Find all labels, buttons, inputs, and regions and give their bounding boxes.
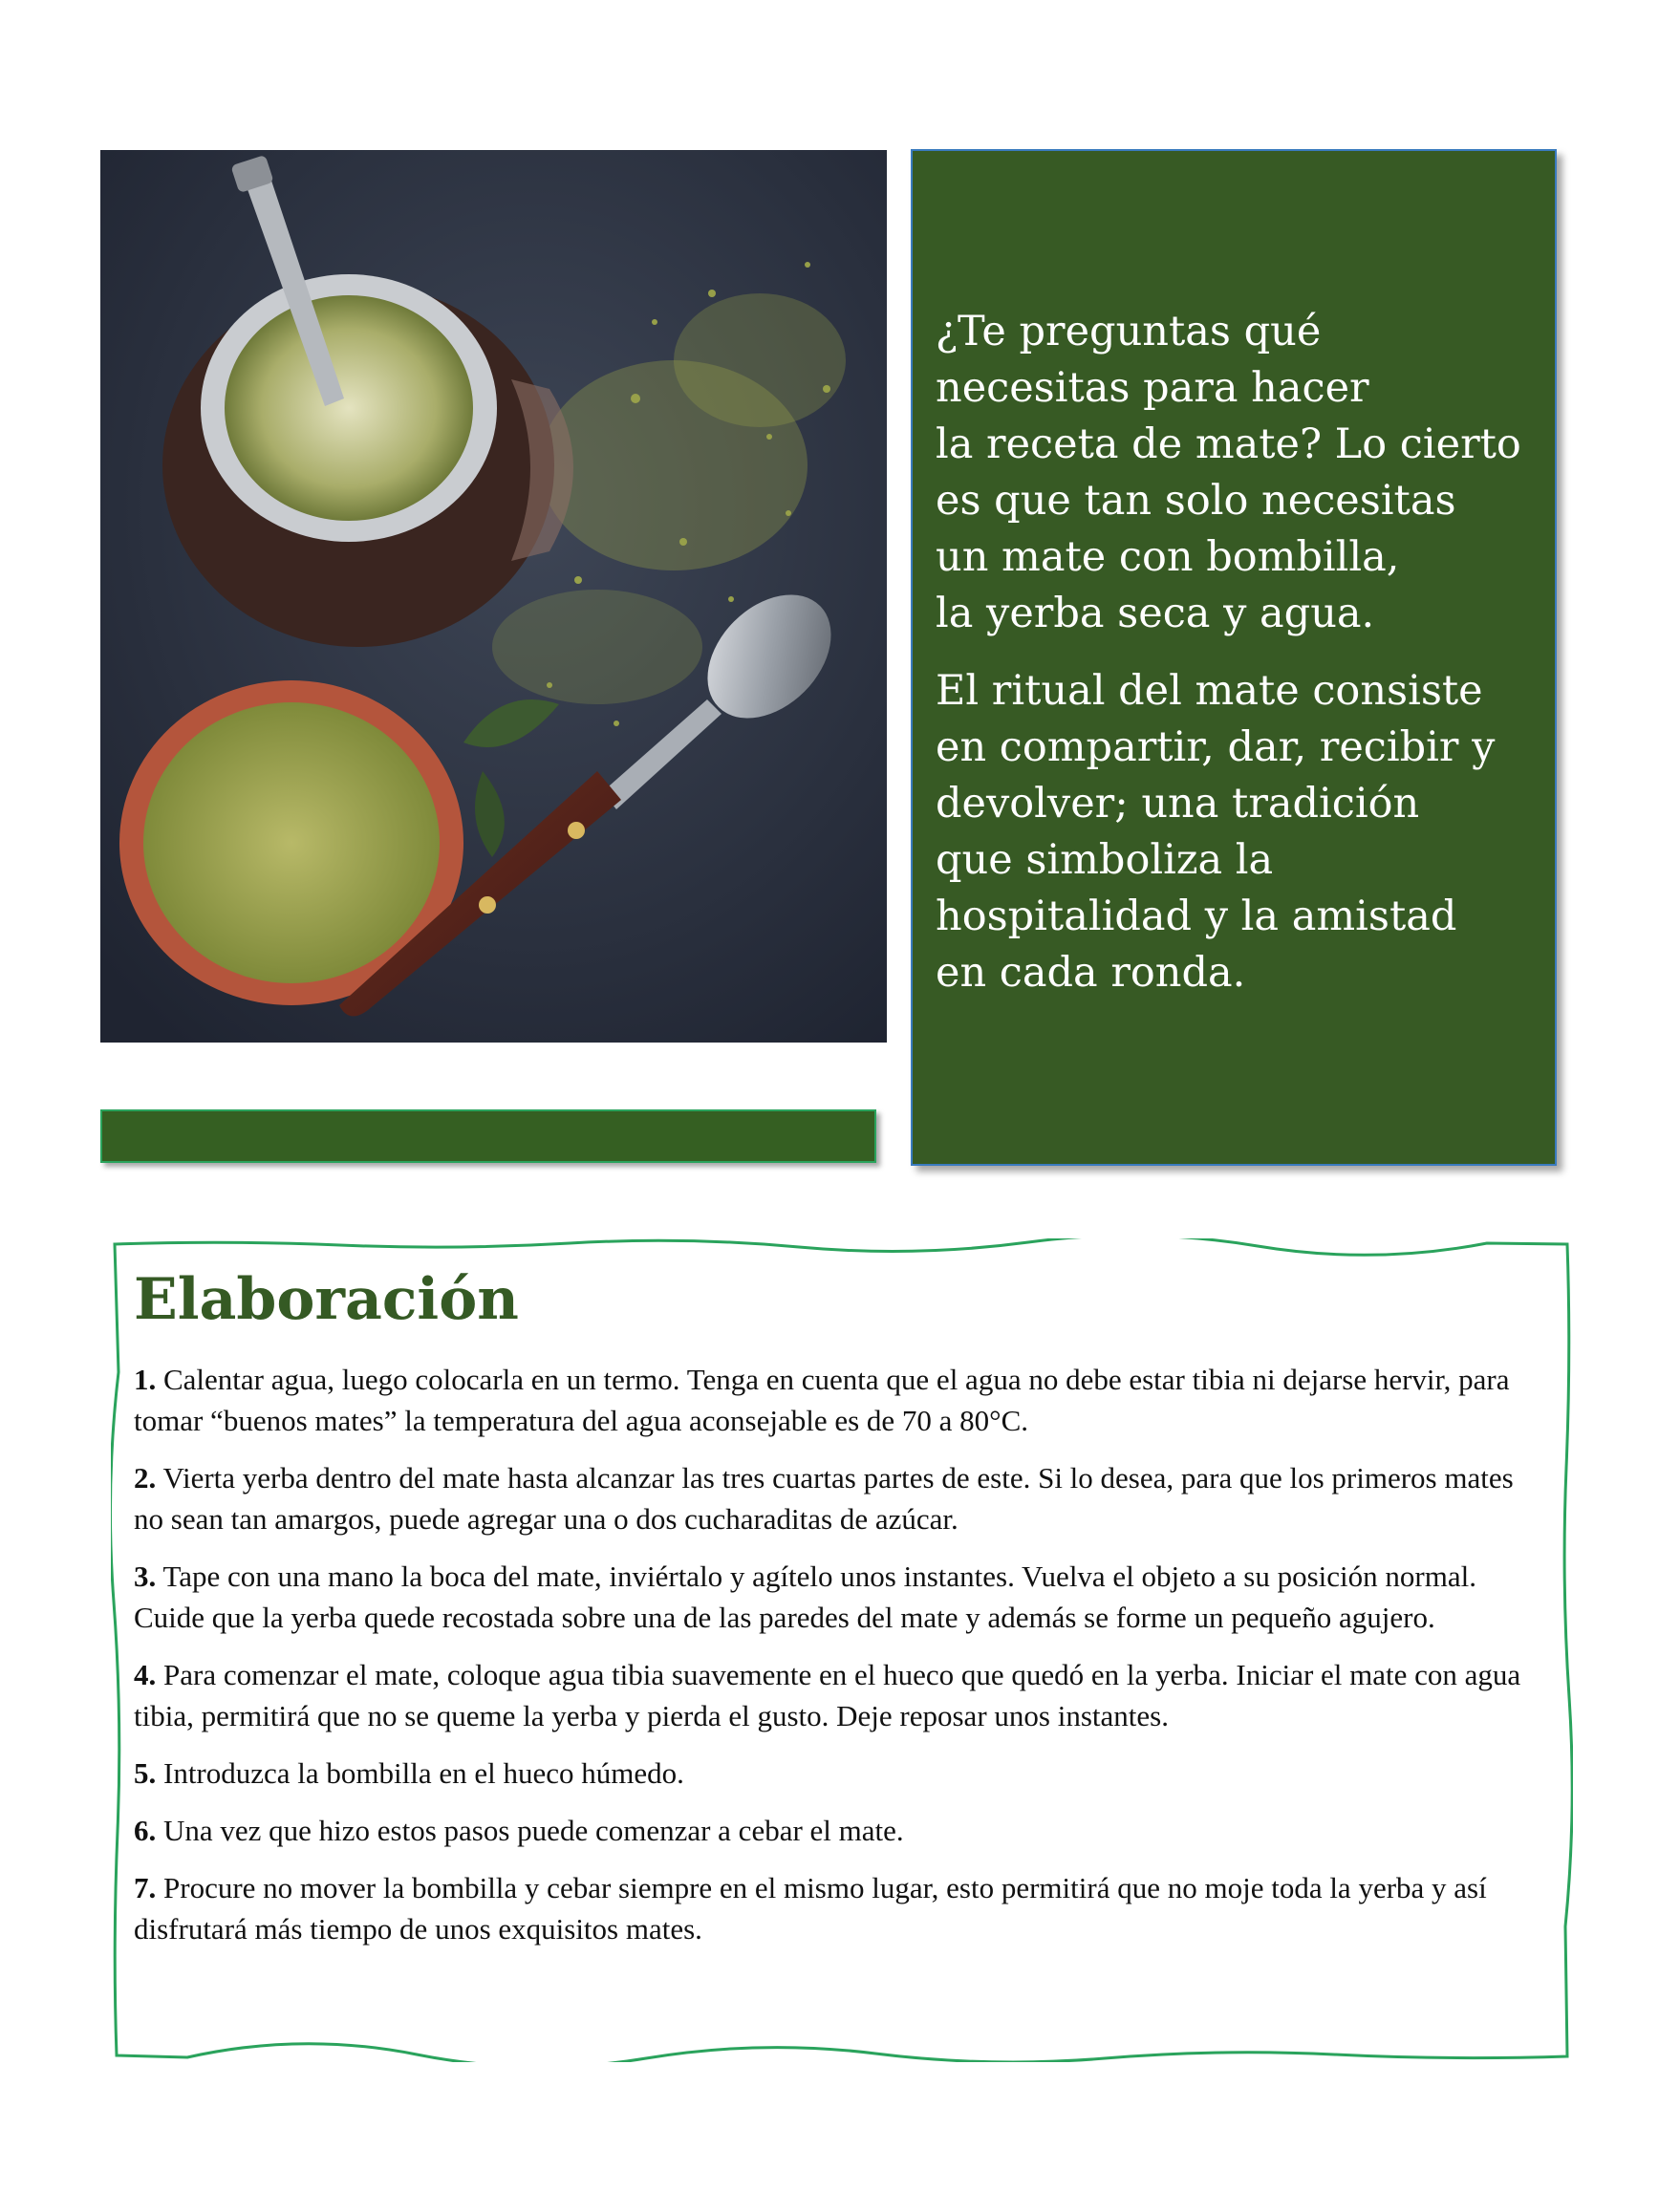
- step-item: [134, 1654, 1544, 1736]
- intro-line: en compartir, dar, recibir y: [936, 723, 1496, 771]
- elaboracion-content: [134, 1261, 1544, 1966]
- intro-line: en cada ronda.: [936, 949, 1246, 997]
- intro-line: necesitas para hacer: [936, 364, 1369, 412]
- mate-gourd-image: [100, 150, 887, 1043]
- intro-line: un mate con bombilla,: [936, 533, 1400, 581]
- step-text: Introduzca la bombilla en el hueco húmedo.: [163, 1756, 684, 1790]
- step-text: Calentar agua, luego colocarla en un termo. Tenga en cuenta que el agua no debe estar tibia ni dejarse hervir, para tomar “buenos mates” la temperatura del agua aconsejable es de 70 a 80°C.: [134, 1363, 1510, 1437]
- step-number: 4.: [134, 1658, 157, 1691]
- step-item: [134, 1359, 1544, 1441]
- step-text: Tape con una mano la boca del mate, inviértalo y agítelo unos instantes. Vuelva el objeto a su posición normal. Cuide que la yerba quede recostada sobre una de las paredes del mate y además se forme un pequeño agujero.: [134, 1559, 1476, 1634]
- step-number: 1.: [134, 1363, 157, 1396]
- step-item: [134, 1810, 1544, 1851]
- step-number: 5.: [134, 1756, 157, 1790]
- section-title: Elaboración: [134, 1266, 519, 1333]
- intro-line: hospitalidad y la amistad: [936, 893, 1457, 940]
- step-text: Una vez que hizo estos pasos puede comenzar a cebar el mate.: [163, 1814, 904, 1847]
- intro-paragraph-2: [936, 663, 1536, 1001]
- intro-line: que simboliza la: [936, 836, 1274, 884]
- step-item: [134, 1753, 1544, 1794]
- intro-line: la yerba seca y agua.: [936, 590, 1375, 637]
- intro-paragraph-1: [936, 304, 1536, 642]
- decorative-green-bar: [100, 1109, 876, 1163]
- step-number: 7.: [134, 1871, 157, 1904]
- step-number: 2.: [134, 1461, 157, 1495]
- intro-text-box: [911, 149, 1557, 1166]
- step-text: Vierta yerba dentro del mate hasta alcanzar las tres cuartas partes de este. Si lo desea, para que los primeros mates no sean tan amargos, puede agregar una o dos cucharaditas de azúcar.: [134, 1461, 1514, 1536]
- step-text: Procure no mover la bombilla y cebar siempre en el mismo lugar, esto permitirá que no moje toda la yerba y así disfrutará más tiempo de unos exquisitos mates.: [134, 1871, 1487, 1946]
- intro-line: es que tan solo necesitas: [936, 477, 1456, 525]
- step-item: [134, 1457, 1544, 1539]
- step-number: 3.: [134, 1559, 157, 1593]
- intro-line: El ritual del mate consiste: [936, 667, 1483, 715]
- step-item: [134, 1867, 1544, 1949]
- intro-line: ¿Te preguntas qué: [936, 308, 1322, 355]
- mate-photo: [100, 150, 887, 1043]
- step-number: 6.: [134, 1814, 157, 1847]
- step-text: Para comenzar el mate, coloque agua tibia suavemente en el hueco que quedó en la yerba. Iniciar el mate con agua tibia, permitirá que no se queme la yerba y pierda el gusto. Deje reposar unos instantes.: [134, 1658, 1521, 1732]
- elaboracion-section: [111, 1238, 1573, 2062]
- intro-line: devolver; una tradición: [936, 780, 1420, 828]
- step-item: [134, 1556, 1544, 1638]
- intro-line: la receta de mate? Lo cierto: [936, 420, 1521, 468]
